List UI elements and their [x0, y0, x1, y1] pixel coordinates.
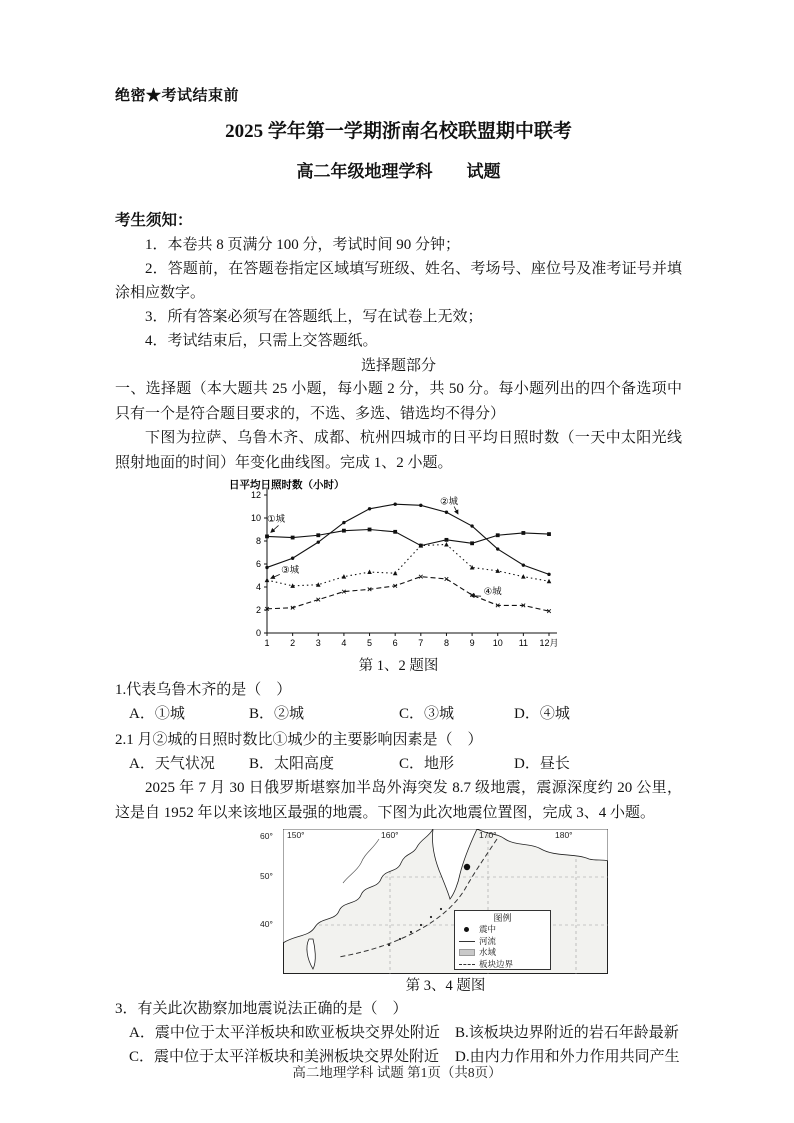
data-point [367, 507, 370, 510]
option: C．地形 [399, 756, 455, 772]
notice-item: 4．考试结束后，只需上交答题纸。 [145, 333, 378, 349]
epicenter-icon [459, 926, 475, 934]
data-point [470, 524, 473, 527]
option: B．②城 [249, 706, 305, 722]
secret-banner: 绝密★考试结束前 [115, 88, 240, 104]
data-point [264, 578, 269, 583]
y-tick-label: 12 [250, 490, 261, 500]
data-point [444, 511, 447, 514]
map-svg [283, 829, 608, 974]
x-tick-label: 5 [366, 638, 372, 648]
option: B.该板块边界附近的岩石年龄最新 [455, 1025, 679, 1041]
data-point [419, 504, 422, 507]
data-point [392, 571, 397, 576]
lat-label: 60° [260, 831, 273, 841]
y-tick-label: 8 [255, 536, 261, 546]
notice-heading: 考生须知： [115, 212, 193, 229]
figure-sunshine-chart [115, 479, 682, 676]
lon-label: 180° [555, 830, 573, 840]
annotation-arrow [470, 596, 480, 597]
exam-subtitle: 高二年级地理学科 试题 [296, 162, 501, 181]
x-tick-label: 2 [289, 638, 295, 648]
x-tick-label: 11 [518, 638, 528, 648]
series-label: ②城 [439, 496, 458, 508]
data-point [547, 573, 550, 576]
annotation-arrow [270, 525, 278, 532]
data-point [393, 503, 396, 506]
data-point [290, 536, 294, 540]
series-label: ③城 [280, 564, 299, 576]
data-point [265, 566, 268, 569]
question-1-options [115, 702, 682, 726]
data-point [444, 542, 449, 547]
lat-label: 50° [260, 871, 273, 881]
legend-label: 河流 [479, 935, 497, 946]
option: A．①城 [129, 706, 185, 722]
series-label: ①城 [266, 514, 285, 526]
notice-list [115, 233, 682, 353]
x-tick-label: 9 [469, 638, 475, 648]
water-icon [459, 949, 475, 956]
data-point [444, 538, 448, 542]
data-point [342, 529, 346, 533]
data-point [316, 533, 320, 537]
notice-item: 1．本卷共 8 页满分 100 分，考试时间 90 分钟； [145, 237, 461, 253]
river-icon [459, 937, 475, 945]
passage-sunshine: 下图为拉萨、乌鲁木齐、成都、杭州四城市的日平均日照时数（一天中太阳光线照射地面的时间）年变化曲线图。完成 1、2 小题。 [115, 430, 682, 471]
lon-label: 160° [381, 830, 399, 840]
legend-label: 板块边界 [479, 958, 514, 969]
question-2-stem: 2.1 月②城的日照时数比①城少的主要影响因素是（ ） [115, 732, 483, 748]
x-tick-label: 4 [340, 638, 346, 648]
figure-earthquake-map [115, 829, 682, 995]
chart-title: 日平均日照时数（小时） [228, 479, 344, 491]
x-tick-label: 8 [443, 638, 449, 648]
y-tick-label: 6 [255, 559, 261, 569]
series-line-①城 [267, 530, 549, 546]
x-tick-label: 6 [392, 638, 398, 648]
annotation-arrow [454, 507, 458, 514]
data-point [341, 574, 346, 579]
earthquake-map [260, 829, 608, 974]
page-footer: 高二地理学科 试题 第1页（共8页） [292, 1065, 502, 1080]
data-point [367, 570, 372, 575]
option: C．③城 [399, 706, 455, 722]
data-point [521, 563, 524, 566]
option: D．④城 [514, 706, 570, 722]
data-point [496, 547, 499, 550]
series-label: ④城 [483, 586, 502, 598]
legend-label: 水域 [479, 947, 497, 957]
exam-title: 2025 学年第一学期浙南名校联盟期中联考 [225, 121, 572, 142]
notice-item: 2．答题前，在答题卷指定区域填写班级、姓名、考场号、座位号及准考证号并填涂相应数字。 [115, 261, 682, 301]
data-point [521, 531, 525, 535]
map-caption: 第 3、4 题图 [405, 978, 486, 994]
option: A．震中位于太平洋板块和欧亚板块交界处附近 [129, 1025, 440, 1041]
data-point [342, 521, 345, 524]
data-point [546, 579, 551, 584]
x-tick-label: 3 [315, 638, 321, 648]
question-2-options [115, 752, 682, 776]
data-point [521, 574, 526, 579]
series-line-③城 [267, 544, 549, 585]
legend-item [459, 936, 546, 948]
data-point [393, 530, 397, 534]
epicenter-dot [464, 864, 470, 870]
lat-label: 40° [260, 919, 273, 929]
y-tick-label: 4 [255, 582, 261, 592]
question-1-stem: 1.代表乌鲁木齐的是（ ） [115, 682, 292, 698]
x-tick-label: 7 [417, 638, 423, 648]
section-lead: 一、选择题（本大题共 25 小题，每小题 2 分，共 50 分。每小题列出的四个备选项中只有一个是符合题目要求的，不选、多选、错选均不得分） [115, 381, 682, 422]
data-point [316, 540, 319, 543]
x-tick-label: 12月 [538, 638, 559, 648]
legend-label: 震中 [479, 924, 497, 934]
passage-earthquake: 2025 年 7 月 30 日俄罗斯堪察加半岛外海突发 8.7 级地震，震源深度约 20 公里，这是自 1952 年以来该地区最强的地震。下图为此次地震位置图，完成 3、4 小题。 [115, 780, 682, 821]
sunshine-chart-svg [229, 479, 569, 651]
option: D.由内力作用和外力作用共同产生 [455, 1049, 680, 1065]
y-tick-label: 0 [255, 628, 261, 638]
legend-title: 图例 [493, 913, 512, 923]
legend-box [454, 910, 551, 970]
data-point [470, 541, 474, 545]
x-tick-label: 1 [263, 638, 270, 648]
section-heading: 选择题部分 [360, 358, 436, 374]
legend-item [459, 947, 546, 959]
lon-label: 170° [479, 830, 497, 840]
data-point [547, 532, 551, 536]
data-point [290, 557, 293, 560]
question-3-stem: 3．有关此次勘察加地震说法正确的是（ ） [115, 1001, 408, 1017]
y-tick-label: 2 [255, 605, 261, 615]
data-point [495, 533, 499, 537]
notice-item: 3．所有答案必须写在答题纸上，写在试卷上无效； [145, 309, 483, 325]
chart-caption: 第 1、2 题图 [358, 658, 439, 674]
data-point [367, 528, 371, 532]
y-tick-label: 10 [250, 513, 261, 523]
plate-boundary-icon [459, 960, 475, 968]
data-point [265, 535, 269, 539]
annotation-arrow [270, 574, 279, 578]
option: C．震中位于太平洋板块和美洲板块交界处附近 [129, 1049, 440, 1065]
option: B．太阳高度 [249, 756, 335, 772]
lon-label: 150° [287, 830, 305, 840]
series-line-④城 [267, 577, 549, 612]
legend-item [459, 959, 546, 971]
option: A．天气状况 [129, 756, 215, 772]
option: D．昼长 [514, 756, 570, 772]
legend-item [459, 924, 546, 936]
x-tick-label: 10 [492, 638, 503, 648]
